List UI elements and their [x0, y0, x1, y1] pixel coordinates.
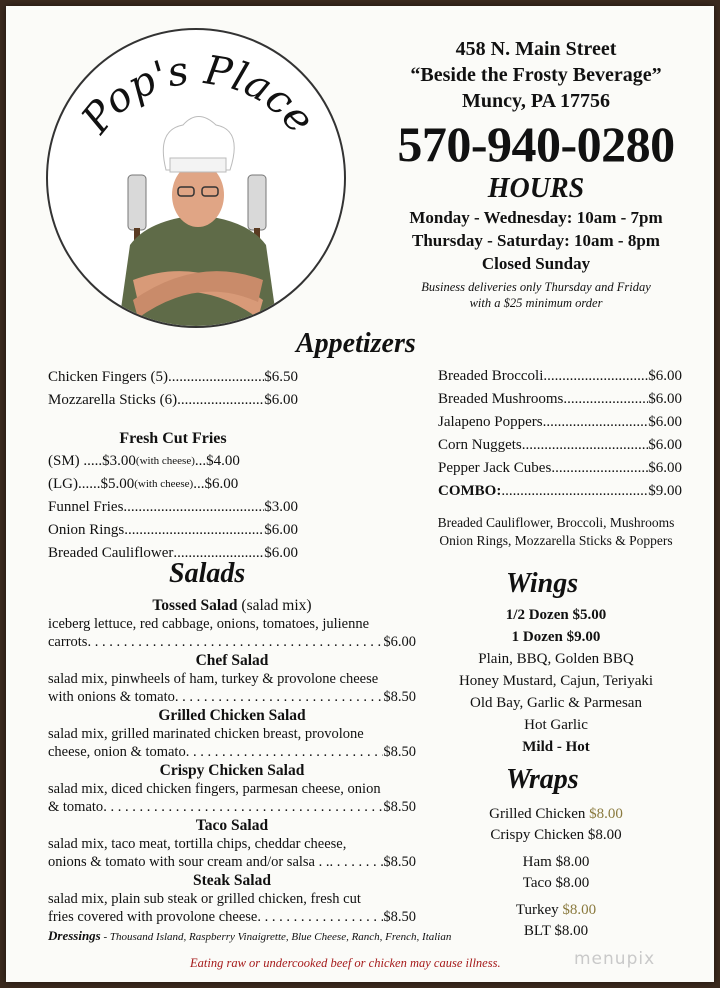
dressings-list: Dressings - Thousand Island, Raspberry Vinaigrette, Blue Cheese, Ranch, French, Italian	[48, 928, 452, 943]
food-safety-warning: Eating raw or undercooked beef or chicken may cause illness.	[190, 956, 501, 970]
menu-item: (LG)......$5.00 (with cheese) ...$6.00	[48, 476, 239, 492]
street-address: 458 N. Main Street	[455, 38, 617, 60]
wing-flavors: Hot Garlic	[524, 717, 588, 733]
menu-item: Jalapeno Poppers ..... $6.00	[438, 411, 682, 434]
menu-item: Breaded Cauliflower ..... $6.00	[48, 542, 298, 565]
wraps-block	[446, 804, 666, 942]
hours-title: HOURS	[487, 173, 585, 204]
salad-item: Crispy Chicken Salad salad mix, diced chicken fingers, parmesan cheese, onion & tomato . . . $8.50	[48, 761, 416, 816]
hours-line: Closed Sunday	[481, 254, 591, 273]
delivery-note: Business deliveries only Thursday and Friday with a $25 minimum order	[421, 280, 651, 310]
wrap-item: Taco $8.00	[522, 875, 590, 891]
wrap-item: Ham $8.00	[522, 854, 590, 870]
salads-list	[48, 596, 416, 926]
appetizers-left-column	[48, 366, 298, 565]
hours-line: Monday - Wednesday: 10am - 7pm	[409, 208, 663, 227]
menu-page	[6, 6, 714, 982]
wrap-item: BLT $8.00	[523, 923, 589, 939]
menu-item: (SM) .....$3.00 (with cheese) ...$4.00	[48, 453, 240, 469]
phone-number[interactable]: 570-940-0280	[397, 116, 675, 172]
wrap-item: Crispy Chicken $8.00	[490, 827, 622, 843]
salad-item: Tossed Salad (salad mix) iceberg lettuce, red cabbage, onions, tomatoes, julienne carrots . . . $6.00	[48, 596, 416, 651]
fries-title: Fresh Cut Fries	[119, 430, 227, 447]
wrap-item: Turkey $8.00	[515, 902, 597, 918]
tagline: “Beside the Frosty Beverage”	[410, 64, 662, 86]
wing-flavors: Plain, BBQ, Golden BBQ	[478, 651, 634, 667]
menu-item: Breaded Mushrooms ..... $6.00	[438, 388, 682, 411]
wrap-item: Grilled Chicken $8.00	[489, 806, 623, 822]
menu-item: Chicken Fingers (5) ..... $6.50	[48, 366, 298, 389]
wings-block	[436, 604, 676, 758]
salad-item: Chef Salad salad mix, pinwheels of ham, turkey & provolone cheese with onions & tomato . . . $8.50	[48, 651, 416, 706]
logo-badge	[46, 28, 346, 328]
hours-line: Thursday - Saturday: 10am - 8pm	[412, 231, 660, 250]
wing-flavors: Honey Mustard, Cajun, Teriyaki	[458, 673, 654, 689]
logo-brand-text: Pop's Place	[72, 47, 324, 142]
city-state-zip: Muncy, PA 17756	[462, 90, 610, 112]
salad-item: Steak Salad salad mix, plain sub steak or grilled chicken, fresh cut fries covered with provolone cheese . . . $8.50	[48, 871, 416, 926]
salad-item: Taco Salad salad mix, taco meat, tortilla chips, cheddar cheese, onions & tomato with sour cream and/or salsa . . . . . $8.50	[48, 816, 416, 871]
salad-item: Grilled Chicken Salad salad mix, grilled marinated chicken breast, provolone cheese, onion & tomato . . . $8.50	[48, 706, 416, 761]
menu-item: Mozzarella Sticks (6) ..... $6.00	[48, 389, 298, 412]
menu-item: Breaded Broccoli ..... $6.00	[438, 365, 682, 388]
menu-item: Funnel Fries ..... $3.00	[48, 496, 298, 519]
wraps-title: Wraps	[506, 764, 579, 795]
wing-heat: Mild - Hot	[522, 739, 590, 755]
salads-title: Salads	[169, 558, 246, 589]
combo-description: Breaded Cauliflower, Broccoli, Mushrooms Onion Rings, Mozzarella Sticks & Poppers	[437, 515, 675, 548]
appetizers-right-column	[438, 365, 682, 503]
contact-block	[376, 36, 696, 311]
wings-title: Wings	[506, 568, 579, 599]
menu-item: Onion Rings ..... $6.00	[48, 519, 298, 542]
wings-dozen: 1 Dozen $9.00	[511, 629, 601, 645]
menu-item: Corn Nuggets ..... $6.00	[438, 434, 682, 457]
combo-item: COMBO: ..... $9.00	[438, 480, 682, 503]
appetizers-title: Appetizers	[296, 328, 416, 359]
wing-flavors: Old Bay, Garlic & Parmesan	[470, 695, 642, 711]
watermark: menupix	[574, 949, 656, 969]
menu-item: Pepper Jack Cubes ..... $6.00	[438, 457, 682, 480]
wings-half-dozen: 1/2 Dozen $5.00	[505, 607, 607, 623]
